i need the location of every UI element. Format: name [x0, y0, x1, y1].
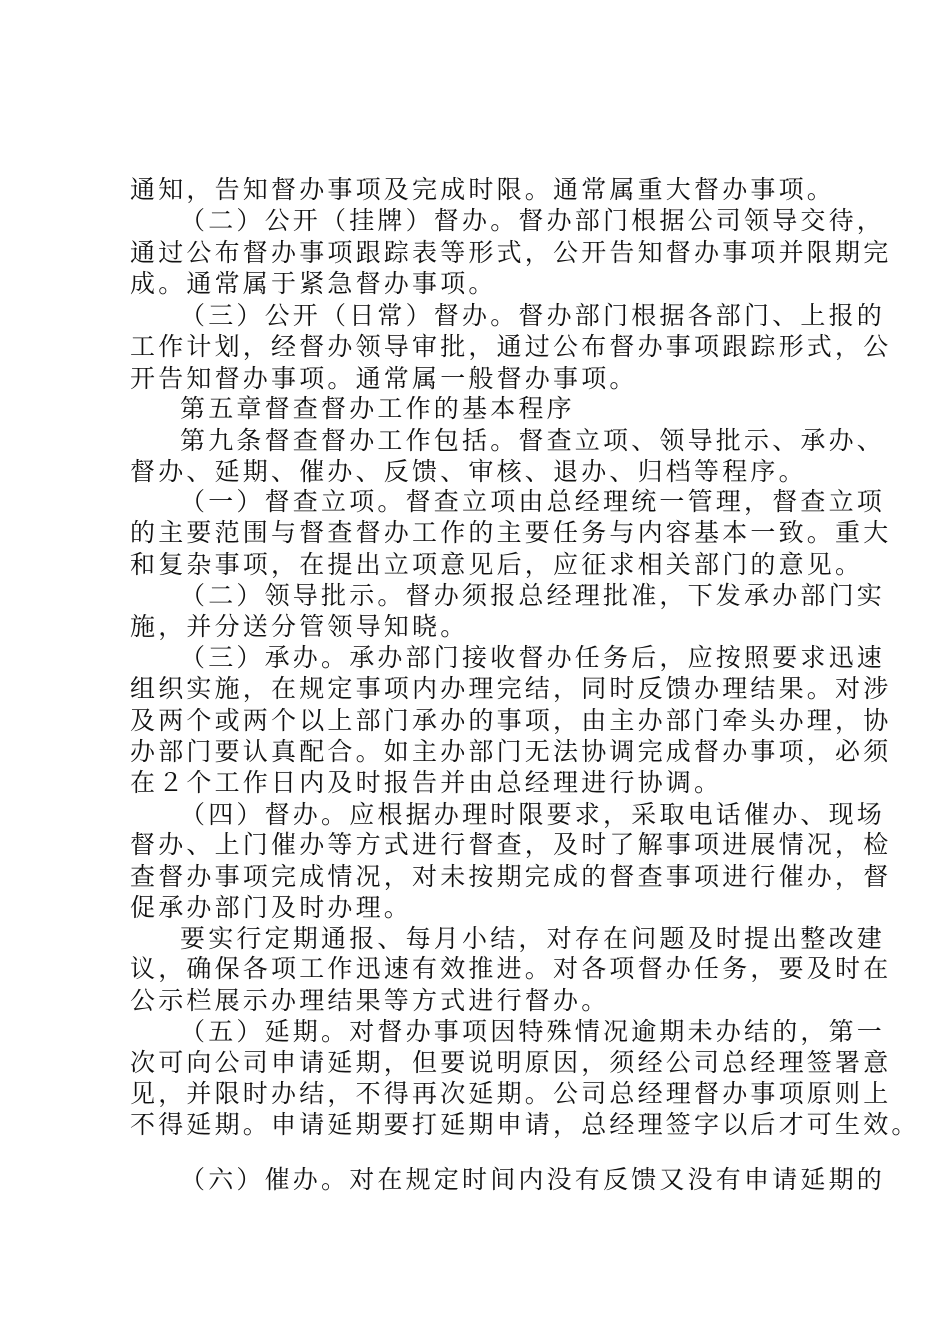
- text-line: 工作计划，经督办领导审批，通过公布督办事项跟踪形式，公: [130, 332, 892, 361]
- text-line: （三）承办。承办部门接收督办任务后，应按照要求迅速: [180, 643, 886, 672]
- text-line: 通过公布督办事项跟踪表等形式，公开告知督办事项并限期完: [130, 238, 892, 267]
- text-line: 查督办事项完成情况，对未按期完成的督查事项进行催办，督: [130, 862, 892, 891]
- text-line: 通知，告知督办事项及完成时限。通常属重大督办事项。: [130, 175, 836, 204]
- text-line: 督办、上门催办等方式进行督查，及时了解事项进展情况，检: [130, 830, 892, 859]
- text-line: 要实行定期通报、每月小结，对存在问题及时提出整改建: [180, 924, 886, 953]
- text-line: 的主要范围与督查督办工作的主要任务与内容基本一致。重大: [130, 518, 892, 547]
- text-line: （四）督办。应根据办理时限要求，采取电话催办、现场: [180, 800, 886, 829]
- text-line: 次可向公司申请延期，但要说明原因，须经公司总经理签署意: [130, 1048, 892, 1077]
- text-line: 督办、延期、催办、反馈、审核、退办、归档等程序。: [130, 457, 807, 486]
- text-line: （六）催办。对在规定时间内没有反馈又没有申请延期的: [180, 1165, 886, 1194]
- chapter-heading: 第五章督查督办工作的基本程序: [180, 394, 575, 423]
- text-line: 不得延期。申请延期要打延期申请，总经理签字以后才可生效。: [130, 1110, 920, 1139]
- text-line: 组织实施，在规定事项内办理完结，同时反馈办理结果。对涉: [130, 674, 892, 703]
- text-line: （一）督查立项。督查立项由总经理统一管理，督查立项: [180, 487, 886, 516]
- text-line: 见，并限时办结，不得再次延期。公司总经理督办事项原则上: [130, 1079, 892, 1108]
- text-line: （三）公开（日常）督办。督办部门根据各部门、上报的: [180, 301, 886, 330]
- text-line: 施，并分送分管领导知晓。: [130, 612, 469, 641]
- text-line: 第九条督查督办工作包括。督查立项、领导批示、承办、: [180, 426, 886, 455]
- text-line: 公示栏展示办理结果等方式进行督办。: [130, 986, 610, 1015]
- text-line: （五）延期。对督办事项因特殊情况逾期未办结的，第一: [180, 1017, 886, 1046]
- text-line: （二）公开（挂牌）督办。督办部门根据公司领导交待，: [180, 206, 886, 235]
- text-line: 办部门要认真配合。如主办部门无法协调完成督办事项，必须: [130, 737, 892, 766]
- text-line: 成。通常属于紧急督办事项。: [130, 269, 497, 298]
- text-line: 和复杂事项，在提出立项意见后，应征求相关部门的意见。: [130, 550, 864, 579]
- text-line: 开告知督办事项。通常属一般督办事项。: [130, 364, 638, 393]
- text-line: 促承办部门及时办理。: [130, 893, 413, 922]
- text-line: 议，确保各项工作迅速有效推进。对各项督办任务，要及时在: [130, 954, 892, 983]
- text-line: 在２个工作日内及时报告并由总经理进行协调。: [130, 768, 723, 797]
- text-line: （二）领导批示。督办须报总经理批准，下发承办部门实: [180, 581, 886, 610]
- text-line: 及两个或两个以上部门承办的事项，由主办部门牵头办理，协: [130, 706, 892, 735]
